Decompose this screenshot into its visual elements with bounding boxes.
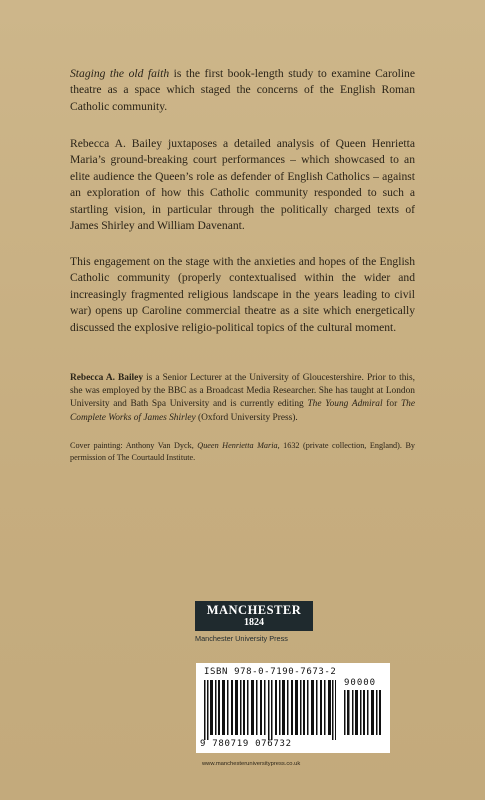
book-title: Staging the old faith [70,67,170,80]
blurb-paragraph-2 [70,136,415,234]
author-bio [70,372,415,425]
author-name: Rebecca A. Bailey [70,373,144,383]
author-bio-text-1: is a Senior Lecturer at the University of Gloucestershire. Prior to this, she was employed by the BBC as a Broadcast Media Researcher. She has taught at London University and Bath Spa University and is currently editing [70,373,415,410]
publisher-name: Manchester University Press [195,634,288,643]
barcode-digits: 9 780719 076732 [200,739,292,749]
publisher-logo [195,601,313,643]
cover-credit-prefix: Cover painting: Anthony Van Dyck, [70,441,198,450]
blurb-text-2: Rebecca A. Bailey juxtaposes a detailed analysis of Queen Henrietta Maria’s ground-breaking court performances – which showcased to an elite audience the Queen’s role as defender of English Catholics – against an exploration of how this Catholic community responded to such a startling vision, in particular through the politically charged texts of James Shirley and William Davenant. [70,137,415,233]
blurb-paragraph-1 [70,66,415,115]
isbn-text: ISBN 978-0-7190-7673-2 [204,667,337,677]
publisher-website: www.manchesteruniversitypress.co.uk [202,761,301,767]
barcode-addon-digits: 90000 [344,678,377,688]
publisher-logo-name: MANCHESTER [206,603,302,617]
cover-credit-suffix: , 1632 (private collection, England). By permission of The Courtauld Institute. [70,441,415,462]
author-work-1: The Young Admiral [307,399,383,410]
author-bio-text-3: (Oxford University Press). [195,412,298,423]
barcode-addon-bars [344,690,384,735]
blurb-text-3: This engagement on the stage with the anxieties and hopes of the English Catholic community (properly contextualised within the wider and increasingly fragmented religious landscape in the years leading to civil war) opens up Caroline commercial theatre as a site which energetically discussed the explosive religio-political topics of the cultural moment. [70,255,415,334]
cover-credit [70,440,415,463]
blurb-paragraph-3 [70,254,415,336]
barcode-main-bars [204,680,336,740]
cover-painting-title: Queen Henrietta Maria [197,441,278,450]
publisher-logo-year: 1824 [244,617,264,628]
author-work-2: The Complete Works of James Shirley [70,399,415,423]
publisher-logo-box [195,601,313,631]
blurb-text-1: is the first book-length study to examine Caroline theatre as a space which staged the concerns of the English Roman Catholic community. [70,67,415,113]
isbn-barcode [196,663,390,753]
author-bio-text-2: for [382,399,401,410]
